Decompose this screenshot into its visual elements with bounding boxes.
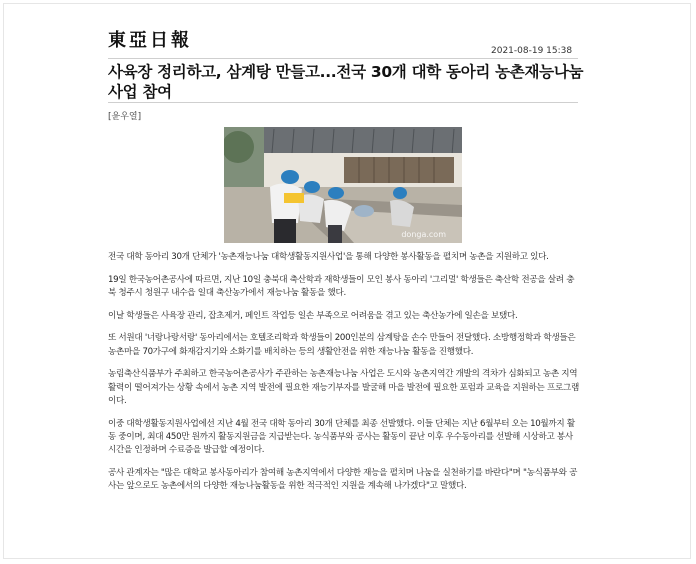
article-paragraph: 19일 한국농어촌공사에 따르면, 지난 10일 충북대 축산학과 재학생들이 모인 봉사 동아리 '그리멀' 학생들은 축산학 전공을 살려 충북 청주시 청원구 내수읍 일대 축산농가에서 재능나눔 활동을 했다.: [108, 274, 575, 298]
headline-divider: [108, 102, 578, 103]
article-body: [108, 251, 580, 503]
article-photo: [224, 127, 462, 243]
article-paragraph: 이날 학생들은 사육장 관리, 잡초제거, 페인트 작업등 일손 부족으로 어려움을 겪고 있는 축산농가에 일손을 보탰다.: [108, 310, 518, 321]
header-divider: [108, 58, 578, 59]
article-paragraph: 전국 대학 동아리 30개 단체가 '농촌재능나눔 대학생활동지원사업'을 통해 다양한 봉사활동을 펼치며 농촌을 지원하고 있다.: [108, 252, 549, 262]
article-paragraph: 이중 대학생활동지원사업에선 지난 4월 전국 대학 동아리 30개 단체를 최종 선발했다. 이들 단체는 지난 6월부터 오는 10월까지 활동 중이며, 최대 450만 원까지 활동지원금을 지급받는다. 농식품부와 공사는 활동이 끝난 이후 우수동아리를 선발해 시상하고 봉사 시간을 인정하며 수료증을 발급할 예정이다.: [108, 418, 575, 456]
photo-watermark: donga.com: [401, 230, 446, 239]
article-paragraph: 공사 관계자는 "많은 대학교 봉사동아리가 참여해 농촌지역에서 다양한 재능을 펼치며 나눔을 실천하기를 바란다"며 "농식품부와 공사는 앞으로도 농촌에서의 다양한 재능나눔활동을 위한 적극적인 지원을 계속해 나가겠다"고 말했다.: [108, 468, 578, 492]
article-byline: [윤우열]: [108, 112, 142, 122]
newspaper-logo[interactable]: 東亞日報: [108, 30, 192, 51]
volunteers-photo-illustration: [224, 127, 462, 243]
article-headline: 사육장 정리하고, 삼계탕 만들고...전국 30개 대학 동아리 농촌재능나눔 사업 참여: [108, 63, 584, 101]
article-paragraph: 농림축산식품부가 주최하고 한국농어촌공사가 주관하는 농촌재능나눔 사업은 도시와 농촌지역간 개발의 격차가 심화되고 농촌 지역 활력이 떨어져가는 상황 속에서 농촌 지역 발전에 필요한 재능기부자를 발굴해 마을 발전에 필요한 포럼과 교육을 지원하는 프로그램이다.: [108, 369, 579, 406]
article-paragraph: 또 서원대 '너랑나랑서랑' 동아리에서는 호텔조리학과 학생들이 200인분의 삼계탕을 손수 만들어 전달했다. 소방행정학과 학생들은 농촌마을 70가구에 화재감지기와 소화기를 배치하는 등의 생활안전을 위한 재능나눔 활동을 진행했다.: [108, 333, 576, 357]
article-timestamp: 2021-08-19 15:38: [491, 46, 573, 56]
